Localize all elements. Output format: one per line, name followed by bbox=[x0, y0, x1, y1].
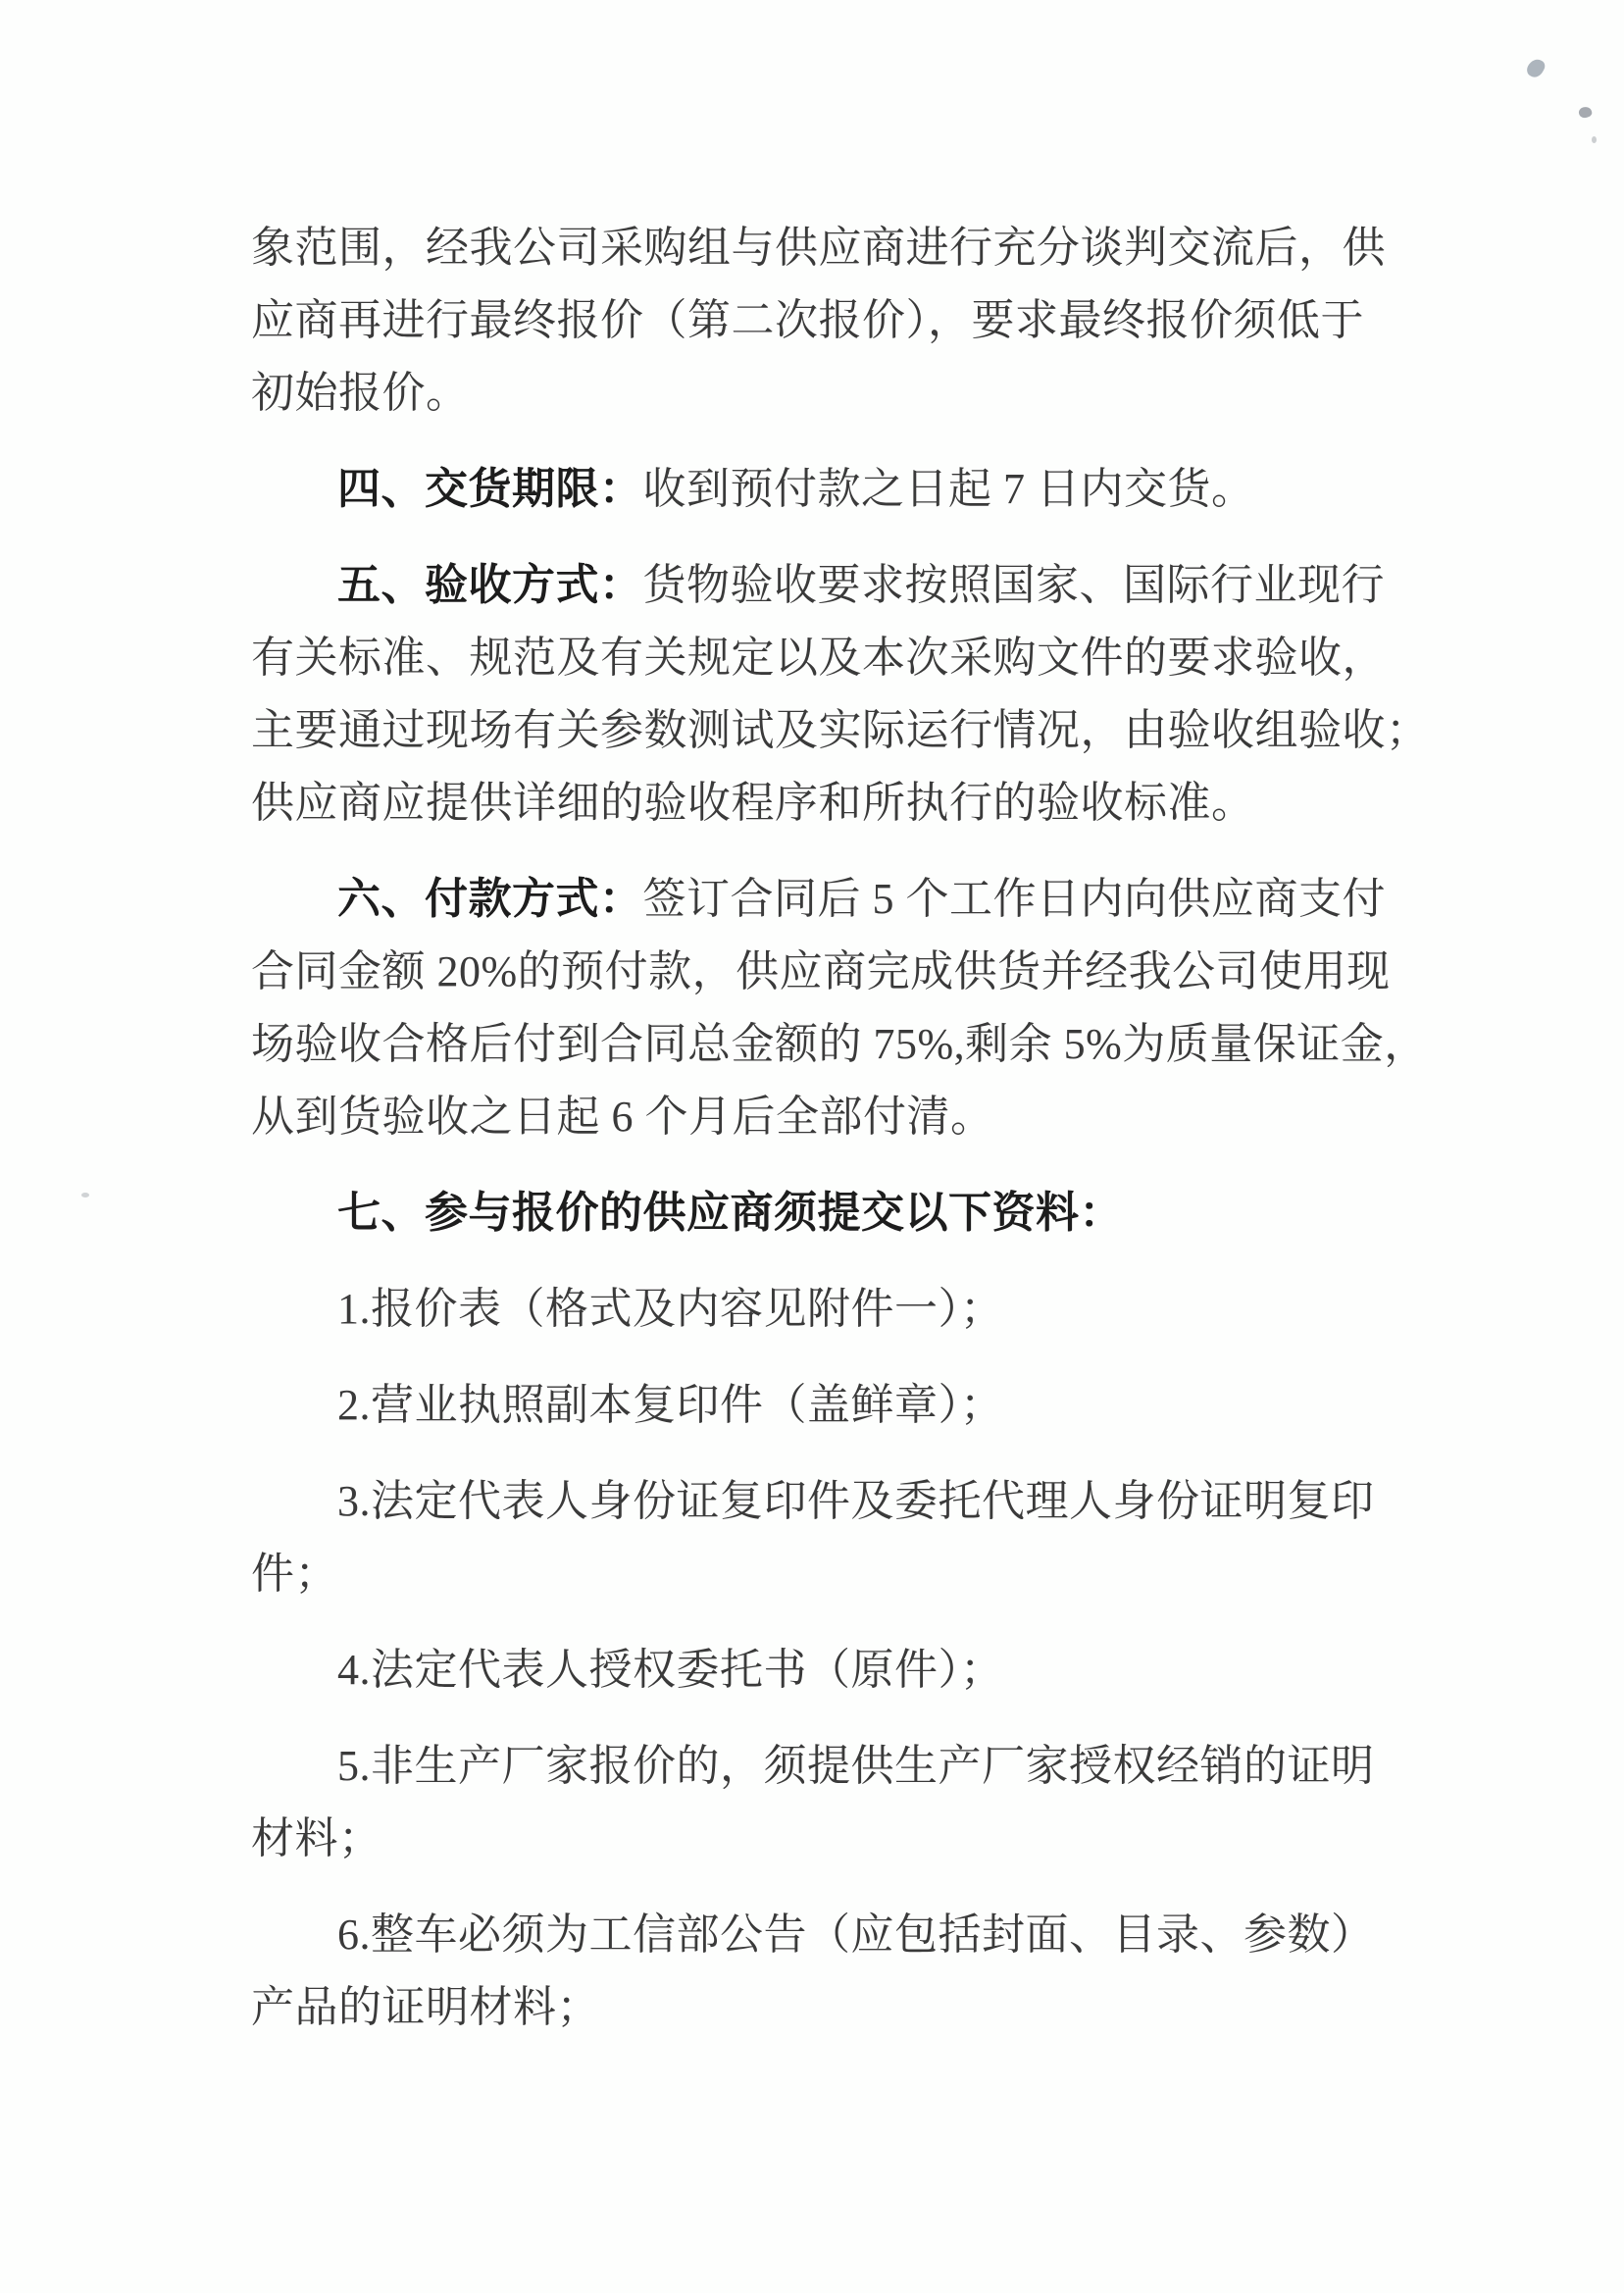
section-label: 六、付款方式： bbox=[337, 875, 643, 923]
text-line bbox=[251, 549, 1398, 622]
section-block bbox=[251, 453, 1398, 526]
line-text: 3.法定代表人身份证复印件及委托代理人身份证明复印 bbox=[337, 1477, 1375, 1525]
section-label: 四、交货期限： bbox=[337, 465, 643, 513]
text-line bbox=[251, 694, 1430, 767]
line-text: 收到预付款之日起 7 日内交货。 bbox=[642, 465, 1255, 513]
line-text: 货物验收要求按照国家、国际行业现行 bbox=[642, 561, 1385, 609]
line-text: 应商再进行最终报价（第二次报价），要求最终报价须低于 bbox=[251, 296, 1364, 344]
line-text: 合同金额 20%的预付款，供应商完成供货并经我公司使用现 bbox=[251, 947, 1391, 995]
scan-smudge-artifact bbox=[1578, 105, 1594, 119]
section-block bbox=[251, 863, 1428, 1153]
text-line bbox=[251, 1538, 1398, 1610]
text-line bbox=[251, 622, 1398, 694]
text-line bbox=[251, 1899, 1398, 1971]
item-block bbox=[251, 1369, 1398, 1442]
text-line bbox=[251, 1008, 1428, 1081]
text-line bbox=[251, 453, 1398, 526]
text-line bbox=[251, 1971, 1398, 2044]
text-line bbox=[251, 863, 1398, 936]
line-text: 2.营业执照副本复印件（盖鲜章）； bbox=[337, 1381, 1004, 1429]
section-label: 五、验收方式： bbox=[337, 561, 643, 609]
line-text: 签订合同后 5 个工作日内向供应商支付 bbox=[642, 875, 1386, 923]
item-block bbox=[251, 1273, 1398, 1346]
text-line bbox=[251, 767, 1398, 840]
line-text: 供应商应提供详细的验收程序和所执行的验收标准。 bbox=[251, 779, 1255, 827]
document-text-body bbox=[251, 212, 1430, 2067]
line-text: 有关标准、规范及有关规定以及本次采购文件的要求验收， bbox=[251, 634, 1386, 682]
text-line bbox=[251, 1803, 1398, 1875]
text-line bbox=[251, 1177, 1398, 1249]
text-line bbox=[251, 212, 1398, 284]
line-text: 主要通过现场有关参数测试及实际运行情况，由验收组验收； bbox=[251, 706, 1430, 754]
item-block bbox=[251, 1730, 1398, 1875]
text-line bbox=[251, 1369, 1398, 1442]
line-text: 初始报价。 bbox=[251, 369, 470, 417]
scan-smudge-artifact bbox=[1524, 56, 1547, 79]
line-text: 1.报价表（格式及内容见附件一）； bbox=[337, 1285, 1004, 1333]
text-line bbox=[251, 1730, 1398, 1803]
line-text: 4.法定代表人授权委托书（原件）； bbox=[337, 1646, 1004, 1694]
line-text: 5.非生产厂家报价的，须提供生产厂家授权经销的证明 bbox=[337, 1742, 1375, 1790]
line-text: 产品的证明材料； bbox=[251, 1983, 600, 2031]
line-text: 材料； bbox=[251, 1814, 382, 1862]
text-line bbox=[251, 936, 1398, 1008]
text-line bbox=[251, 1634, 1398, 1707]
line-text: 件； bbox=[251, 1550, 338, 1598]
heading-block bbox=[251, 1177, 1398, 1249]
scan-speck-artifact bbox=[81, 1193, 89, 1197]
item-block bbox=[251, 1899, 1398, 2044]
paragraph-block bbox=[251, 212, 1398, 430]
text-line bbox=[251, 1465, 1398, 1538]
text-line bbox=[251, 1081, 1398, 1153]
line-text: 6.整车必须为工信部公告（应包括封面、目录、参数） bbox=[337, 1911, 1375, 1959]
item-block bbox=[251, 1465, 1398, 1610]
line-text: 象范围，经我公司采购组与供应商进行充分谈判交流后，供 bbox=[251, 224, 1386, 272]
text-line bbox=[251, 357, 1398, 430]
line-text: 从到货验收之日起 6 个月后全部付清。 bbox=[251, 1093, 994, 1141]
text-line bbox=[251, 284, 1398, 357]
item-block bbox=[251, 1634, 1398, 1707]
text-line bbox=[251, 1273, 1398, 1346]
line-text: 场验收合格后付到合同总金额的 75%,剩余 5%为质量保证金， bbox=[251, 1020, 1428, 1068]
section-block bbox=[251, 549, 1430, 840]
section-label: 七、参与报价的供应商须提交以下资料： bbox=[337, 1189, 1123, 1237]
scan-speck-artifact bbox=[1592, 136, 1597, 143]
